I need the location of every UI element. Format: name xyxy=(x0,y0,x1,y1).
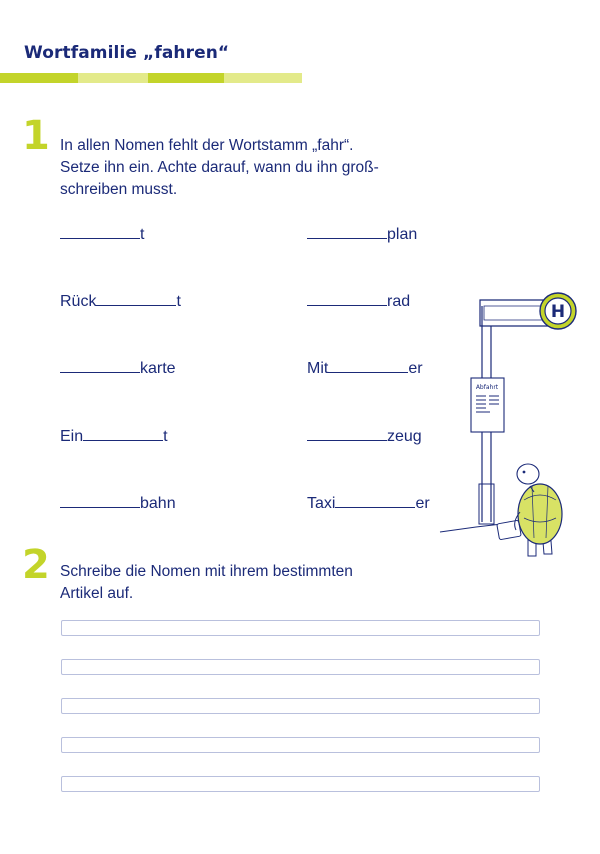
title-bar-segment xyxy=(224,73,302,83)
instruction-line: Artikel auf. xyxy=(60,585,134,602)
fill-in-item xyxy=(307,226,417,244)
blank-line[interactable] xyxy=(96,304,176,306)
item-suffix: rad xyxy=(387,293,411,310)
instruction-line: Schreibe die Nomen mit ihrem bestimmten xyxy=(60,563,353,580)
writing-line[interactable] xyxy=(61,698,540,714)
writing-line[interactable] xyxy=(61,776,540,792)
timetable-board xyxy=(471,378,504,432)
blank-line[interactable] xyxy=(60,237,140,239)
blank-line[interactable] xyxy=(60,506,140,508)
page-title: Wortfamilie „fahren“ xyxy=(24,43,230,63)
timetable-label: Abfahrt xyxy=(475,384,499,391)
item-prefix: Mit xyxy=(307,360,329,377)
item-suffix: er xyxy=(415,495,430,512)
item-suffix: bahn xyxy=(140,495,176,512)
fill-in-item xyxy=(307,495,430,513)
turtle-icon xyxy=(497,464,562,556)
item-suffix: t xyxy=(176,293,181,310)
blank-line[interactable] xyxy=(335,506,415,508)
item-suffix: t xyxy=(140,226,145,243)
blank-line[interactable] xyxy=(60,371,140,373)
title-bar-segment xyxy=(0,73,78,83)
item-suffix: zeug xyxy=(387,428,422,445)
blank-line[interactable] xyxy=(83,439,163,441)
title-bar-segment xyxy=(148,73,224,83)
item-suffix: karte xyxy=(140,360,176,377)
blank-line[interactable] xyxy=(307,439,387,441)
sign-arm xyxy=(480,300,548,326)
fill-in-item xyxy=(307,293,410,311)
bus-stop-illustration xyxy=(420,286,580,576)
item-suffix: t xyxy=(163,428,168,445)
blank-line[interactable] xyxy=(307,237,387,239)
fill-in-item xyxy=(60,495,176,513)
item-prefix: Taxi xyxy=(307,495,336,512)
task-1-instruction xyxy=(60,135,379,201)
title-underline-bar xyxy=(0,73,302,83)
item-suffix: er xyxy=(408,360,423,377)
item-prefix: Rück xyxy=(60,293,97,310)
title-bar-segment xyxy=(78,73,148,83)
fill-in-item xyxy=(60,360,176,378)
instruction-line: In allen Nomen fehlt der Wortstamm „fahr“. xyxy=(60,137,354,154)
item-suffix: plan xyxy=(387,226,418,243)
task-2-number: 2 xyxy=(22,542,50,588)
task-1-number: 1 xyxy=(22,113,50,159)
fill-in-item xyxy=(60,428,168,446)
fill-in-item xyxy=(60,293,181,311)
bus-stop-sign-icon xyxy=(540,293,576,329)
writing-line[interactable] xyxy=(61,620,540,636)
blank-line[interactable] xyxy=(328,371,408,373)
stop-sign-letter: H xyxy=(550,302,566,322)
blank-line[interactable] xyxy=(307,304,387,306)
fill-in-item xyxy=(307,360,423,378)
item-prefix: Ein xyxy=(60,428,84,445)
task-2-instruction xyxy=(60,561,353,605)
fill-in-item xyxy=(60,226,144,244)
instruction-line: Setze ihn ein. Achte darauf, wann du ihn groß- xyxy=(60,159,379,176)
writing-line[interactable] xyxy=(61,737,540,753)
instruction-line: schreiben musst. xyxy=(60,181,178,198)
fill-in-item xyxy=(307,428,422,446)
writing-line[interactable] xyxy=(61,659,540,675)
